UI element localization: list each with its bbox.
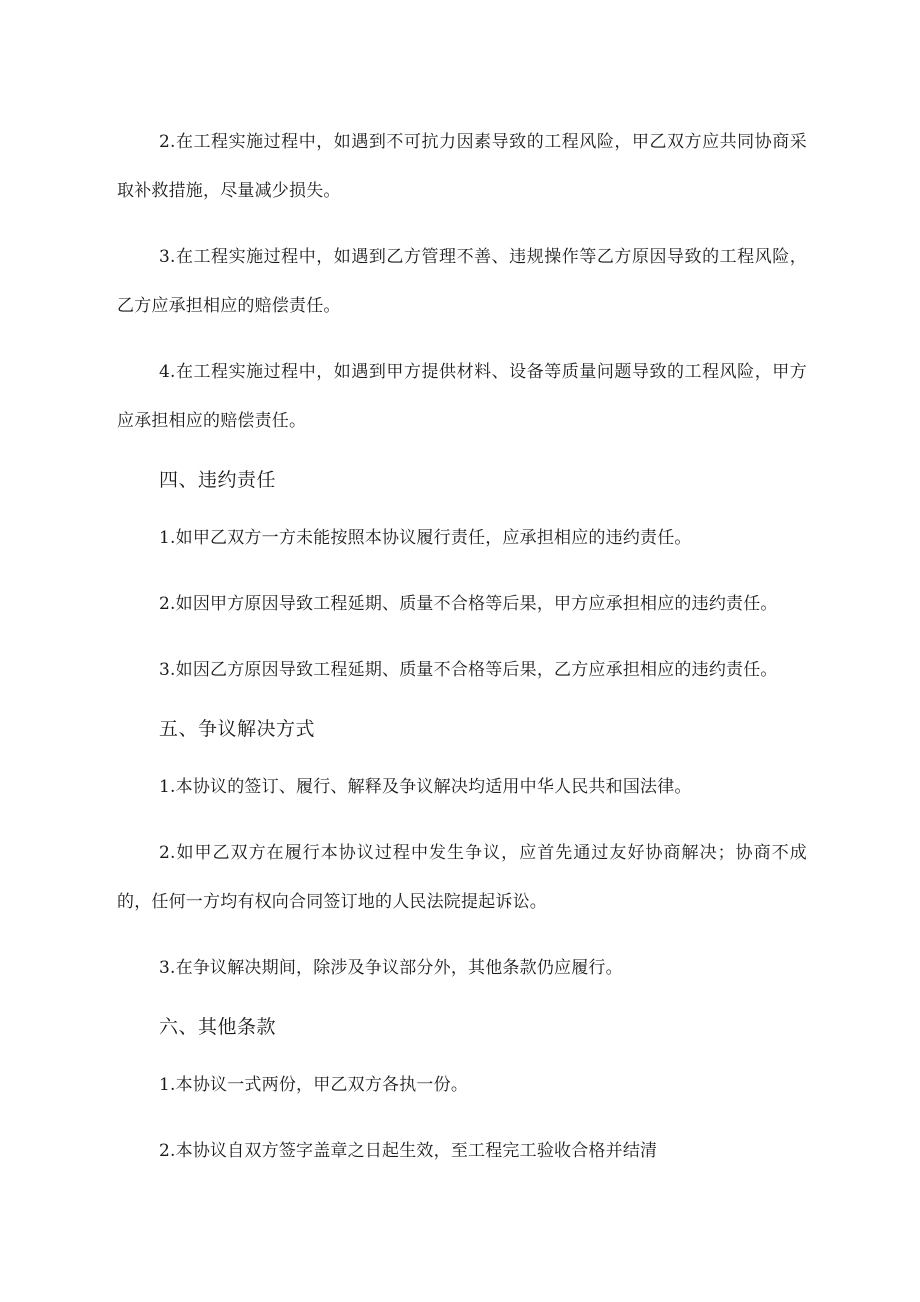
clause-4-1: 1.如甲乙双方一方未能按照本协议履行责任，应承担相应的违约责任。 [159, 528, 692, 548]
clause-6-2: 2.本协议自双方签字盖章之日起生效，至工程完工验收合格并结清 [159, 1141, 658, 1161]
clause-3-2: 2.在工程实施过程中，如遇到不可抗力因素导致的工程风险，甲乙双方应共同协商采取补救措施，尽量减少损失。 [117, 132, 807, 201]
clause-3-4: 4.在工程实施过程中，如遇到甲方提供材料、设备等质量问题导致的工程风险，甲方应承担相应的赔偿责任。 [117, 362, 807, 431]
section-heading-other: 六、其他条款 [159, 1016, 277, 1038]
section-heading-breach: 四、违约责任 [159, 469, 277, 491]
clause-5-2: 2.如甲乙双方在履行本协议过程中发生争议，应首先通过友好协商解决；协商不成的，任何一方均有权向合同签订地的人民法院提起诉讼。 [117, 843, 807, 912]
clause-5-1: 1.本协议的签订、履行、解释及争议解决均适用中华人民共和国法律。 [159, 777, 692, 797]
clause-4-2: 2.如因甲方原因导致工程延期、质量不合格等后果，甲方应承担相应的违约责任。 [159, 594, 778, 614]
clause-5-3: 3.在争议解决期间，除涉及争议部分外，其他条款仍应履行。 [159, 958, 623, 978]
document-body [117, 118, 807, 1193]
clause-6-1: 1.本协议一式两份，甲乙双方各执一份。 [159, 1075, 469, 1095]
section-heading-dispute: 五、争议解决方式 [159, 718, 316, 740]
clause-4-3: 3.如因乙方原因导致工程延期、质量不合格等后果，乙方应承担相应的违约责任。 [159, 660, 778, 680]
clause-3-3: 3.在工程实施过程中，如遇到乙方管理不善、违规操作等乙方原因导致的工程风险，乙方应承担相应的赔偿责任。 [117, 247, 807, 316]
